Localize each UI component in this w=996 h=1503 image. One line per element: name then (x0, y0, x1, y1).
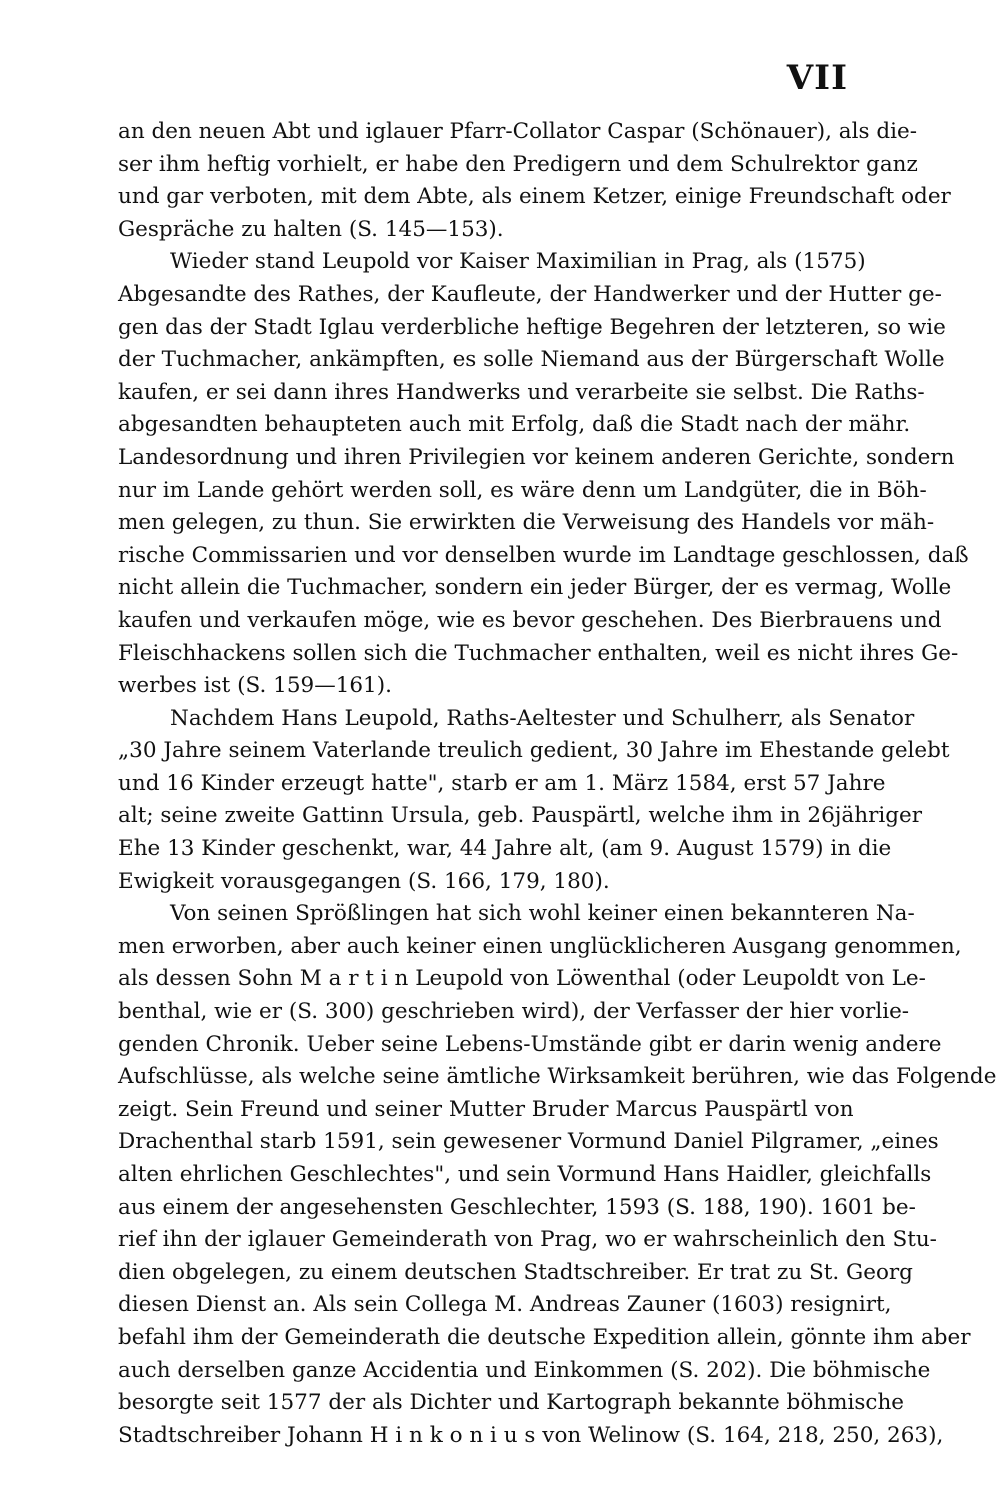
text-line: men erworben, aber auch keiner einen unglücklicheren Ausgang genommen, (118, 933, 962, 959)
text-line: „30 Jahre seinem Vaterlande treulich gedient, 30 Jahre im Ehestande gelebt (118, 738, 950, 764)
text-line: und gar verboten, mit dem Abte, als einem Ketzer, einige Freundschaft oder (118, 184, 951, 210)
text-line: Von seinen Sprößlingen hat sich wohl keiner einen bekannteren Na- (170, 901, 915, 927)
text-line: genden Chronik. Ueber seine Lebens-Umstände gibt er darin wenig andere (118, 1031, 942, 1057)
text-line: rische Commissarien und vor denselben wurde im Landtage geschlossen, daß (118, 542, 969, 568)
text-line: alt; seine zweite Gattinn Ursula, geb. Pauspärtl, welche ihm in 26jähriger (118, 803, 923, 829)
text-line: besorgte seit 1577 der als Dichter und Kartograph bekannte böhmische (118, 1390, 905, 1416)
text-line: nur im Lande gehört werden soll, es wäre denn um Landgüter, die in Böh- (118, 477, 927, 503)
text-line: gen das der Stadt Iglau verderbliche heftige Begehren der letzteren, so wie (118, 314, 946, 340)
body-text (118, 116, 996, 1452)
text-line: befahl ihm der Gemeinderath die deutsche Expedition allein, gönnte ihm aber (118, 1324, 971, 1350)
text-line: werbes ist (S. 159—161). (118, 673, 392, 699)
text-line: zeigt. Sein Freund und seiner Mutter Bruder Marcus Pauspärtl von (118, 1096, 854, 1122)
text-line: Aufschlüsse, als welche seine ämtliche Wirksamkeit berühren, wie das Folgende (118, 1064, 996, 1090)
text-line: der Tuchmacher, ankämpften, es solle Niemand aus der Bürgerschaft Wolle (118, 347, 945, 373)
text-line: kaufen und verkaufen möge, wie es bevor geschehen. Des Bierbrauens und (118, 607, 942, 633)
text-line: Wieder stand Leupold vor Kaiser Maximilian in Prag, als (1575) (170, 249, 866, 275)
text-line: dien obgelegen, zu einem deutschen Stadtschreiber. Er trat zu St. Georg (118, 1259, 913, 1285)
text-line: Fleischhackens sollen sich die Tuchmacher enthalten, weil es nicht ihres Ge- (118, 640, 959, 666)
text-line: an den neuen Abt und iglauer Pfarr-Collator Caspar (Schönauer), als die- (118, 119, 917, 144)
text-line: diesen Dienst an. Als sein Collega M. Andreas Zauner (1603) resignirt, (118, 1292, 892, 1318)
text-line: nicht allein die Tuchmacher, sondern ein jeder Bürger, der es vermag, Wolle (118, 575, 952, 601)
text-line: Gespräche zu halten (S. 145—153). (118, 216, 504, 242)
text-line: rief ihn der iglauer Gemeinderath von Prag, wo er wahrscheinlich den Stu- (118, 1227, 937, 1253)
text-line: auch derselben ganze Accidentia und Einkommen (S. 202). Die böhmische (118, 1357, 931, 1383)
text-line: benthal, wie er (S. 300) geschrieben wird), der Verfasser der hier vorlie- (118, 999, 910, 1025)
text-line: Nachdem Hans Leupold, Raths-Aeltester und Schulherr, als Senator (170, 705, 915, 731)
text-line: men gelegen, zu thun. Sie erwirkten die Verweisung des Handels vor mäh- (118, 510, 935, 536)
page-number: VII (786, 58, 848, 98)
text-line: abgesandten behaupteten auch mit Erfolg, daß die Stadt nach der mähr. (118, 412, 911, 438)
text-line: als dessen Sohn M a r t i n Leupold von Löwenthal (oder Leupoldt von Le- (118, 966, 926, 992)
text-line: Drachenthal starb 1591, sein gewesener Vormund Daniel Pilgramer, „eines (118, 1129, 939, 1155)
text-line: alten ehrlichen Geschlechtes", und sein Vormund Hans Haidler, gleichfalls (118, 1162, 932, 1187)
text-line: Landesordnung und ihren Privilegien vor keinem anderen Gerichte, sondern (118, 444, 955, 470)
text-line: Stadtschreiber Johann H i n k o n i u s von Welinow (S. 164, 218, 250, 263), (118, 1422, 944, 1448)
text-line: Abgesandte des Rathes, der Kaufleute, der Handwerker und der Hutter ge- (118, 281, 942, 307)
text-line: Ehe 13 Kinder geschenkt, war, 44 Jahre alt, (am 9. August 1579) in die (118, 836, 892, 862)
text-line: und 16 Kinder erzeugt hatte", starb er am 1. März 1584, erst 57 Jahre (118, 770, 886, 796)
text-line: aus einem der angesehensten Geschlechter, 1593 (S. 188, 190). 1601 be- (118, 1194, 916, 1220)
text-line: kaufen, er sei dann ihres Handwerks und verarbeite sie selbst. Die Raths- (118, 379, 925, 405)
text-line: ser ihm heftig vorhielt, er habe den Predigern und dem Schulrektor ganz (118, 151, 918, 177)
text-line: Ewigkeit vorausgegangen (S. 166, 179, 180). (118, 868, 610, 894)
